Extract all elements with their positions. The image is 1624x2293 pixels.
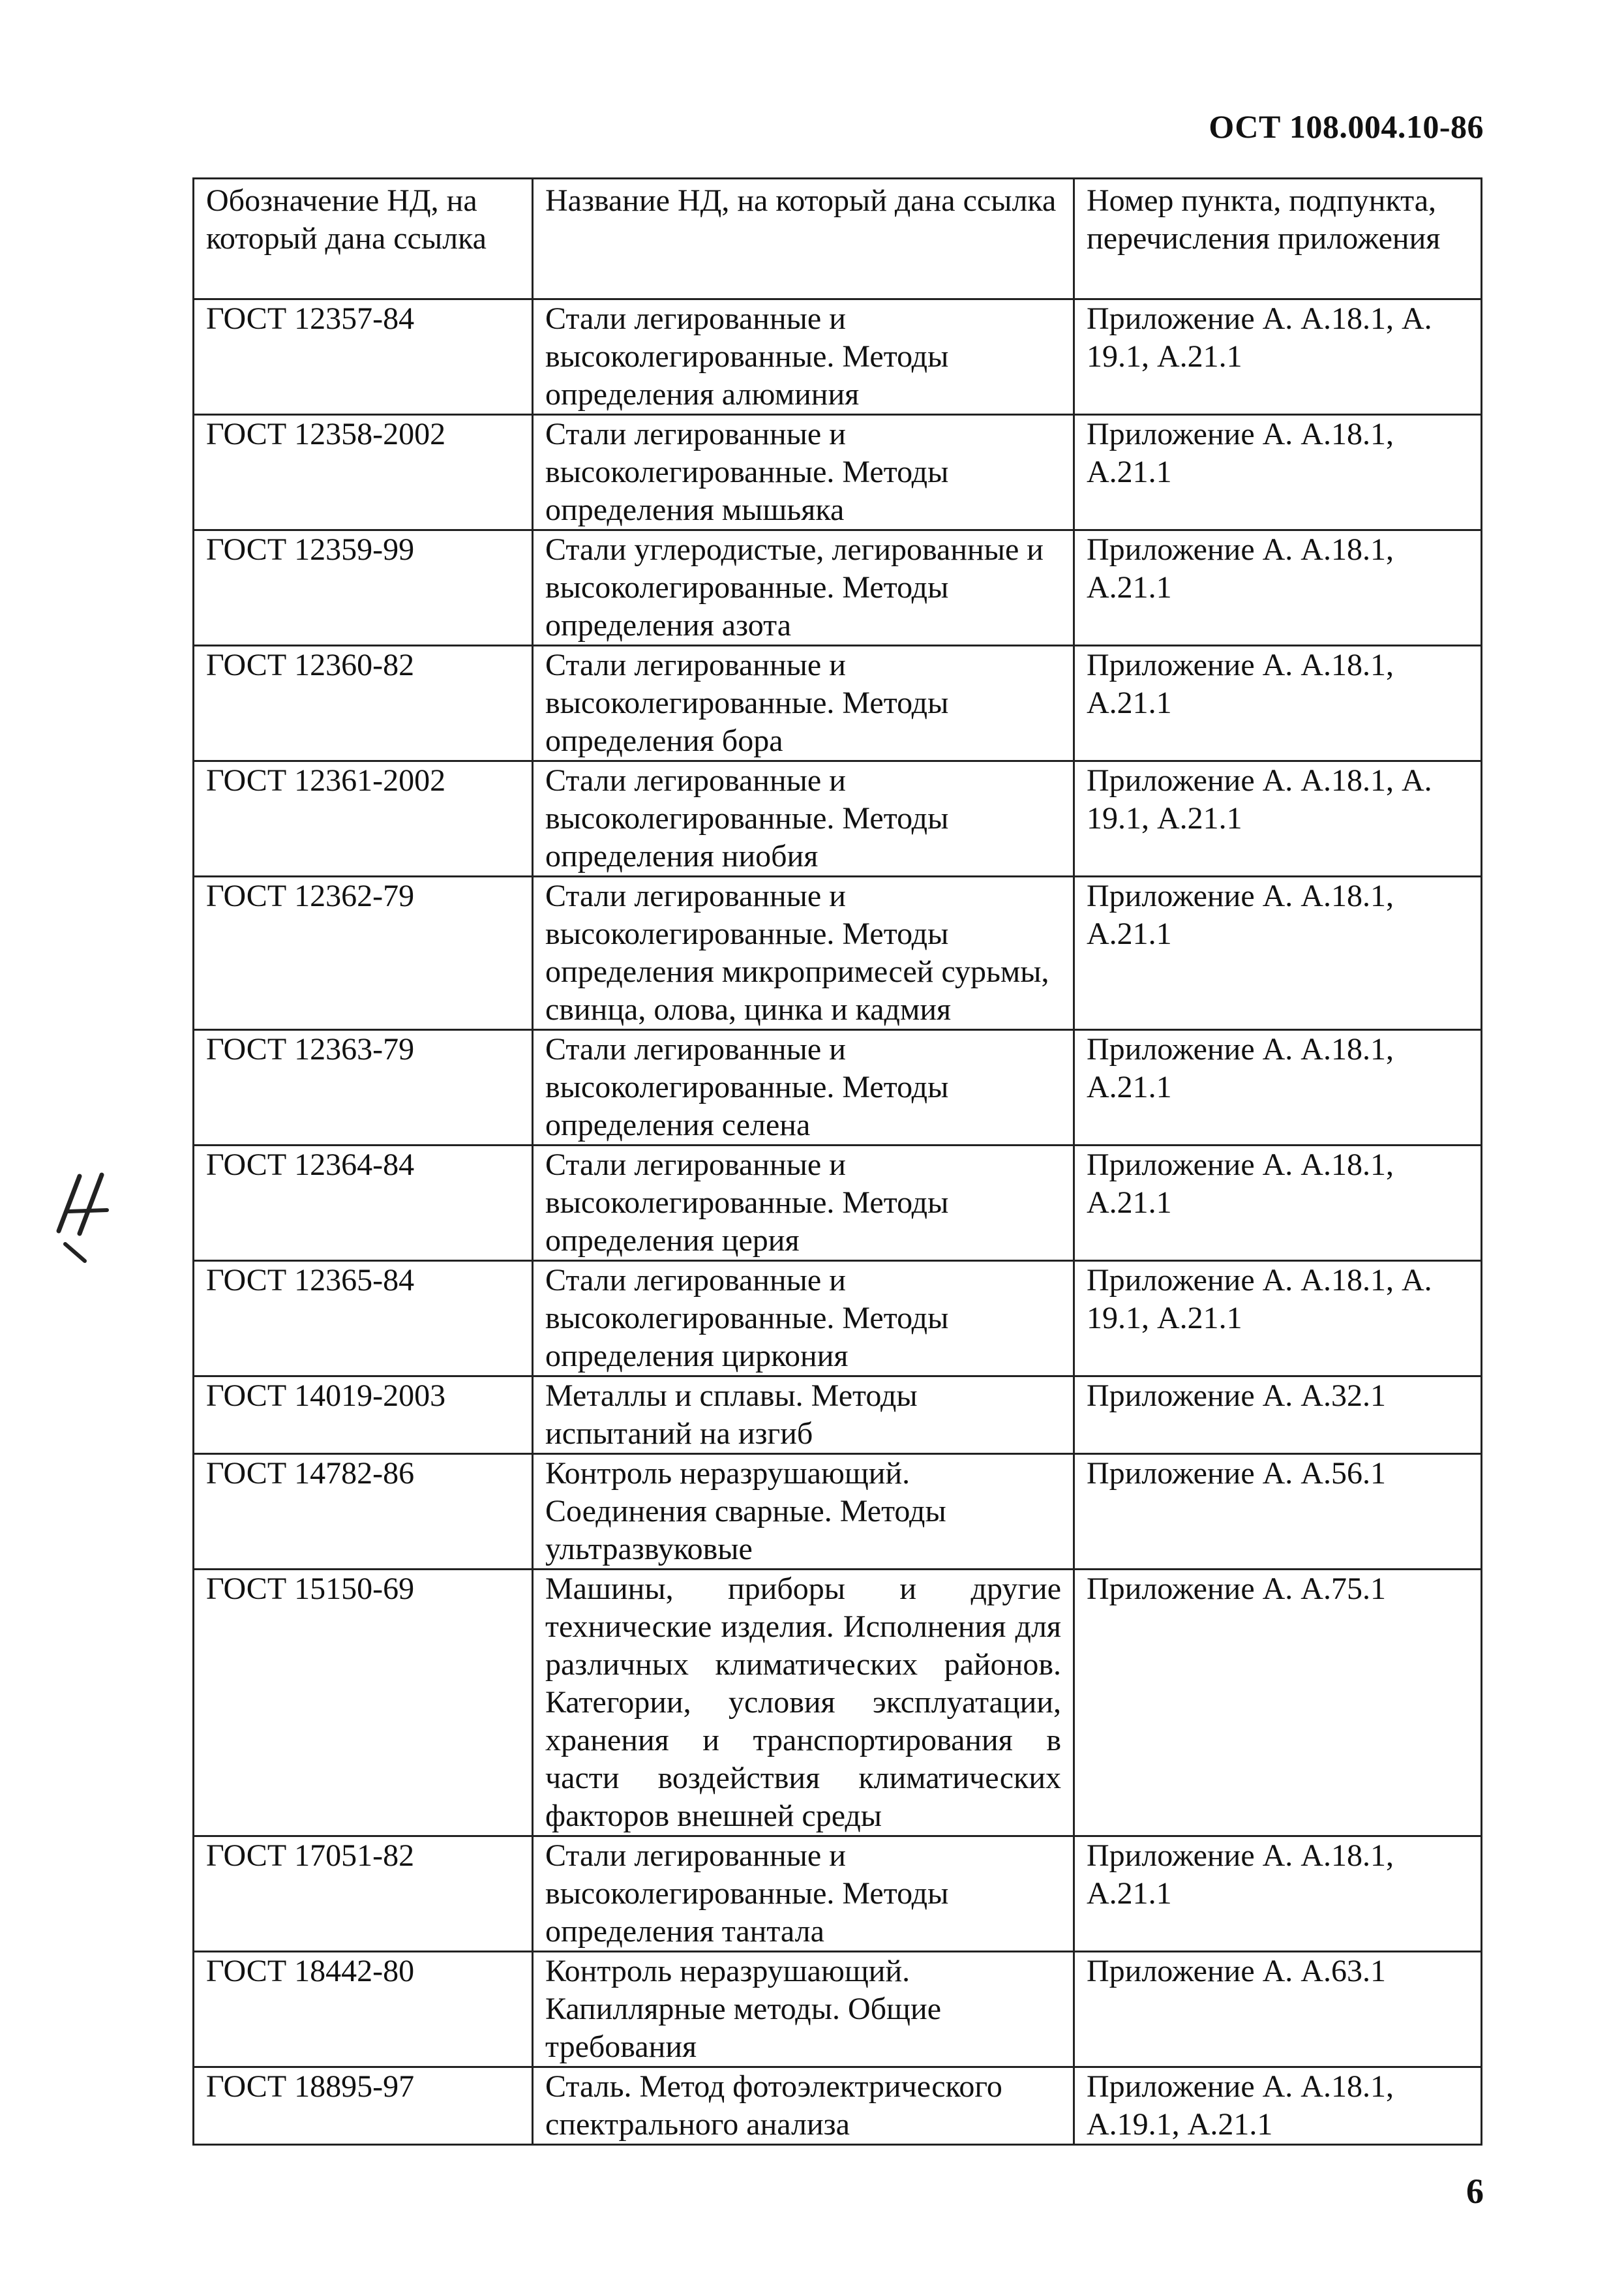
- cell-designation: ГОСТ 18442-80: [194, 1952, 533, 2067]
- cell-name: Стали легированные и высоколегированные. Методы определения ниобия: [533, 761, 1074, 877]
- cell-name: Стали легированные и высоколегированные. Методы определения церия: [533, 1146, 1074, 1261]
- cell-name: Машины, приборы и другие технические изделия. Исполнения для различных климатических районов. Категории, условия эксплуатации, хранения и транспортирования в части воздействия климатических факторов внешней среды: [533, 1570, 1074, 1836]
- cell-designation: ГОСТ 12358-2002: [194, 415, 533, 530]
- cell-designation: ГОСТ 12363-79: [194, 1030, 533, 1146]
- table-row: [194, 1030, 1482, 1146]
- table-row: [194, 1952, 1482, 2067]
- table-row: [194, 877, 1482, 1030]
- cell-designation: ГОСТ 14782-86: [194, 1454, 533, 1570]
- cell-designation: ГОСТ 12361-2002: [194, 761, 533, 877]
- cell-designation: ГОСТ 12360-82: [194, 646, 533, 761]
- cell-designation: ГОСТ 17051-82: [194, 1836, 533, 1952]
- cell-designation: ГОСТ 12362-79: [194, 877, 533, 1030]
- cell-name: Стали легированные и высоколегированные. Методы определения селена: [533, 1030, 1074, 1146]
- cell-clause: Приложение А. А.18.1, А.21.1: [1074, 646, 1482, 761]
- cell-clause: Приложение А. А.32.1: [1074, 1376, 1482, 1454]
- cell-name: Контроль неразрушающий. Соединения сварные. Методы ультразвуковые: [533, 1454, 1074, 1570]
- cell-clause: Приложение А. А.56.1: [1074, 1454, 1482, 1570]
- cell-clause: Приложение А. А.18.1, А.21.1: [1074, 530, 1482, 646]
- page-number: 6: [1466, 2172, 1484, 2211]
- document-code: ОСТ 108.004.10-86: [1209, 108, 1484, 145]
- cell-designation: ГОСТ 18895-97: [194, 2067, 533, 2145]
- cell-clause: Приложение А. А.63.1: [1074, 1952, 1482, 2067]
- table-header-row: [194, 179, 1482, 299]
- cell-clause: Приложение А. А.18.1, А. 19.1, А.21.1: [1074, 299, 1482, 415]
- cell-designation: ГОСТ 14019-2003: [194, 1376, 533, 1454]
- handwritten-page-mark: [39, 1171, 117, 1269]
- table-row: [194, 1570, 1482, 1836]
- table-row: [194, 1261, 1482, 1376]
- table-row: [194, 530, 1482, 646]
- cell-designation: ГОСТ 12359-99: [194, 530, 533, 646]
- table-row: [194, 415, 1482, 530]
- column-header-clause: Номер пункта, подпункта, перечисления приложения: [1074, 179, 1482, 299]
- references-table: [192, 177, 1482, 2146]
- cell-designation: ГОСТ 12357-84: [194, 299, 533, 415]
- cell-clause: Приложение А. А.18.1, А.21.1: [1074, 1836, 1482, 1952]
- cell-name: Металлы и сплавы. Методы испытаний на изгиб: [533, 1376, 1074, 1454]
- cell-name: Сталь. Метод фотоэлектрического спектрального анализа: [533, 2067, 1074, 2145]
- cell-name: Стали легированные и высоколегированные. Методы определения циркония: [533, 1261, 1074, 1376]
- cell-designation: ГОСТ 12365-84: [194, 1261, 533, 1376]
- cell-clause: Приложение А. А.18.1, А.21.1: [1074, 877, 1482, 1030]
- cell-name: Стали легированные и высоколегированные. Методы определения бора: [533, 646, 1074, 761]
- table-row: [194, 2067, 1482, 2145]
- cell-name: Контроль неразрушающий. Капиллярные методы. Общие требования: [533, 1952, 1074, 2067]
- table-body: [194, 299, 1482, 2145]
- cell-name: Стали легированные и высоколегированные. Методы определения тантала: [533, 1836, 1074, 1952]
- cell-clause: Приложение А. А.18.1, А. 19.1, А.21.1: [1074, 1261, 1482, 1376]
- cell-name: Стали легированные и высоколегированные. Методы определения алюминия: [533, 299, 1074, 415]
- table-row: [194, 1454, 1482, 1570]
- cell-designation: ГОСТ 15150-69: [194, 1570, 533, 1836]
- cell-clause: Приложение А. А.18.1, А.19.1, А.21.1: [1074, 2067, 1482, 2145]
- cell-clause: Приложение А. А.75.1: [1074, 1570, 1482, 1836]
- table-row: [194, 1836, 1482, 1952]
- cell-clause: Приложение А. А.18.1, А.21.1: [1074, 1030, 1482, 1146]
- cell-name: Стали углеродистые, легированные и высоколегированные. Методы определения азота: [533, 530, 1074, 646]
- cell-designation: ГОСТ 12364-84: [194, 1146, 533, 1261]
- column-header-name: Название НД, на который дана ссылка: [533, 179, 1074, 299]
- cell-clause: Приложение А. А.18.1, А.21.1: [1074, 1146, 1482, 1261]
- table-row: [194, 761, 1482, 877]
- cell-name: Стали легированные и высоколегированные. Методы определения микропримесей сурьмы, свинца, олова, цинка и кадмия: [533, 877, 1074, 1030]
- table-row: [194, 1376, 1482, 1454]
- cell-clause: Приложение А. А.18.1, А. 19.1, А.21.1: [1074, 761, 1482, 877]
- column-header-designation: Обозначение НД, на который дана ссылка: [194, 179, 533, 299]
- table-row: [194, 1146, 1482, 1261]
- table-row: [194, 299, 1482, 415]
- cell-clause: Приложение А. А.18.1, А.21.1: [1074, 415, 1482, 530]
- cell-name: Стали легированные и высоколегированные. Методы определения мышьяка: [533, 415, 1074, 530]
- table-row: [194, 646, 1482, 761]
